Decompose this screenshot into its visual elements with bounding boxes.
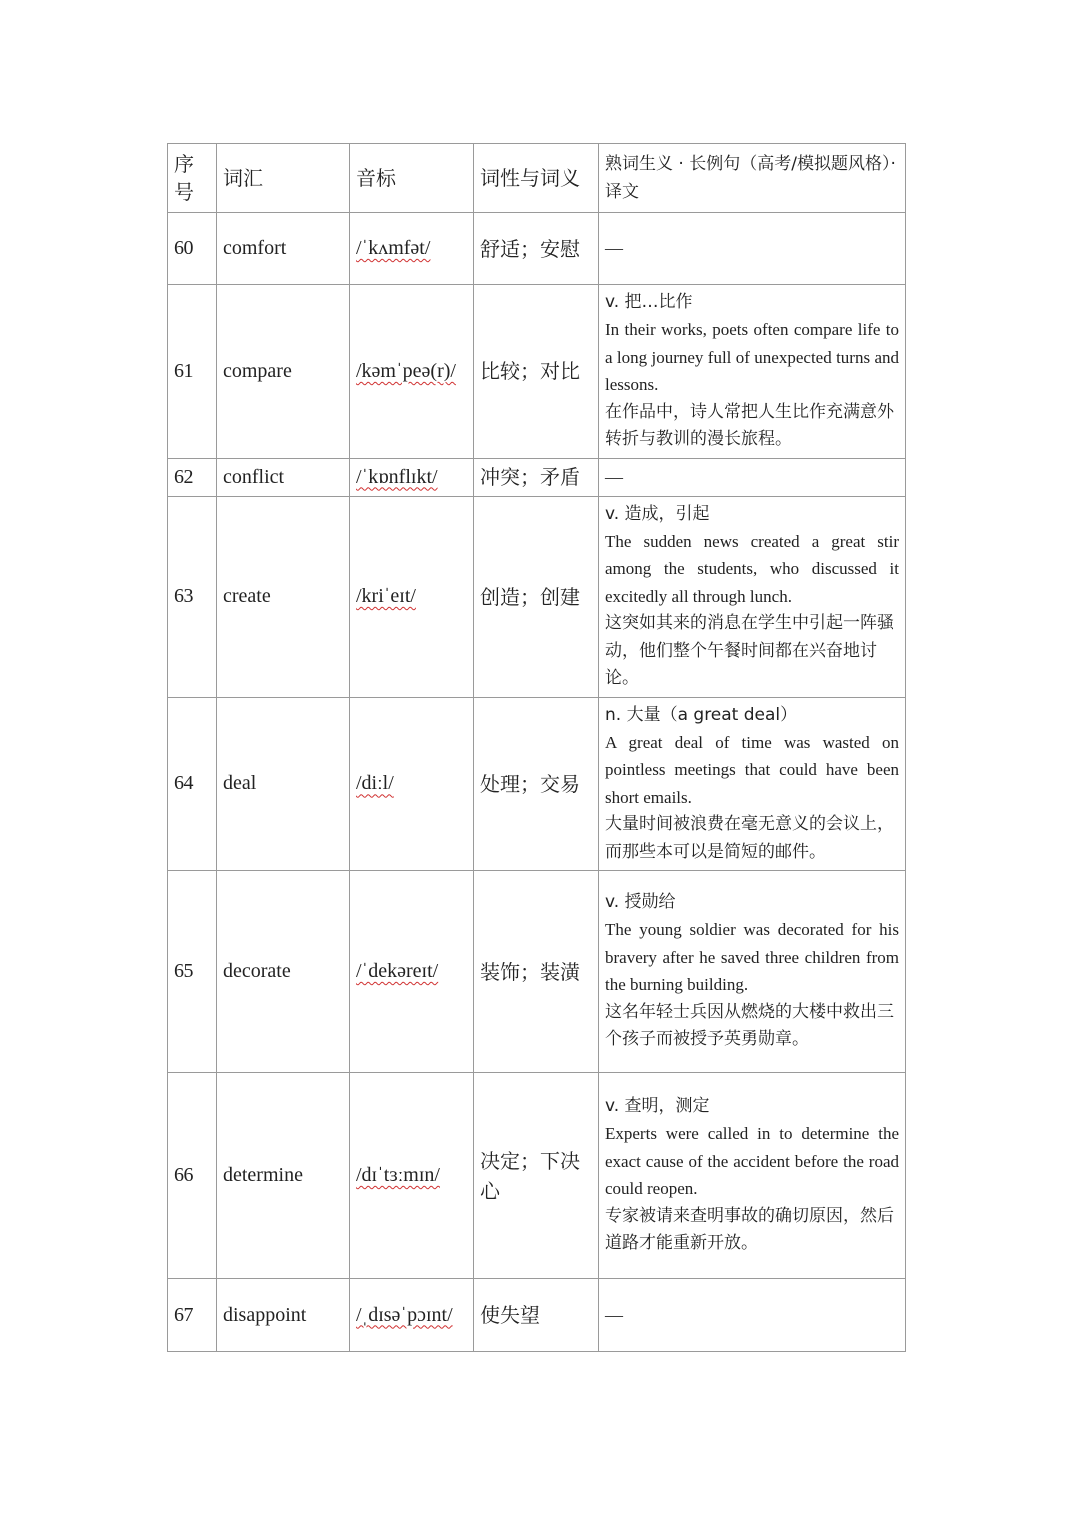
example-english: Experts were called in to determine the exact cause of the accident before the road could reopen.	[605, 1124, 899, 1199]
header-ipa: 音标	[350, 144, 474, 213]
row-meaning: 决定；下决心	[474, 1073, 599, 1279]
table-row	[168, 871, 906, 1073]
row-example	[599, 496, 906, 697]
row-example	[599, 1073, 906, 1279]
row-ipa	[350, 871, 474, 1073]
row-example	[599, 871, 906, 1073]
row-example	[599, 458, 906, 496]
example-sense: v. 授勋给	[605, 892, 676, 913]
row-example	[599, 697, 906, 871]
header-example: 熟词生义 · 长例句（高考/模拟题风格）· 译文	[599, 144, 906, 213]
row-word: compare	[217, 285, 350, 459]
row-number: 67	[168, 1279, 217, 1352]
table-row	[168, 285, 906, 459]
header-num: 序号	[168, 144, 217, 213]
row-meaning: 装饰；装潢	[474, 871, 599, 1073]
empty-dash: —	[605, 1304, 623, 1325]
row-ipa	[350, 213, 474, 285]
row-number: 66	[168, 1073, 217, 1279]
empty-dash: —	[605, 466, 623, 487]
example-english: A great deal of time was wasted on pointless meetings that could have been short emails.	[605, 732, 899, 807]
row-number: 61	[168, 285, 217, 459]
ipa-text: /ˈkɒnflɪkt/	[356, 465, 438, 488]
header-word: 词汇	[217, 144, 350, 213]
row-ipa	[350, 285, 474, 459]
row-meaning: 创造；创建	[474, 496, 599, 697]
vocabulary-table	[167, 143, 906, 1352]
row-word: determine	[217, 1073, 350, 1279]
row-ipa	[350, 1073, 474, 1279]
row-number: 63	[168, 496, 217, 697]
row-word: conflict	[217, 458, 350, 496]
row-example	[599, 1279, 906, 1352]
row-word: deal	[217, 697, 350, 871]
row-ipa	[350, 697, 474, 871]
table-row	[168, 496, 906, 697]
ipa-text: /diːl/	[356, 772, 394, 795]
row-word: decorate	[217, 871, 350, 1073]
row-number: 64	[168, 697, 217, 871]
table-row	[168, 697, 906, 871]
example-sense: n. 大量（a great deal）	[605, 704, 798, 725]
row-number: 60	[168, 213, 217, 285]
example-sense: v. 查明，测定	[605, 1096, 710, 1117]
table-row	[168, 1279, 906, 1352]
row-ipa	[350, 496, 474, 697]
ipa-text: /ˈdekəreɪt/	[356, 960, 439, 982]
row-meaning: 处理；交易	[474, 697, 599, 871]
example-english: The young soldier was decorated for his bravery after he saved three children from the burning building.	[605, 920, 899, 995]
row-meaning: 冲突；矛盾	[474, 458, 599, 496]
example-english: In their works, poets often compare life to a long journey full of unexpected turns and lessons.	[605, 320, 899, 394]
row-ipa	[350, 458, 474, 496]
example-sense: v. 把…比作	[605, 292, 693, 312]
row-example	[599, 285, 906, 459]
row-example	[599, 213, 906, 285]
row-number: 62	[168, 458, 217, 496]
table-row	[168, 458, 906, 496]
ipa-text: /ˈkʌmfət/	[356, 237, 431, 259]
example-chinese: 这突如其来的消息在学生中引起一阵骚动，他们整个午餐时间都在兴奋地讨论。	[605, 613, 894, 688]
row-meaning: 比较；对比	[474, 285, 599, 459]
example-chinese: 在作品中，诗人常把人生比作充满意外转折与教训的漫长旅程。	[605, 401, 894, 449]
ipa-text: /dɪˈtɜːmɪn/	[356, 1164, 440, 1186]
row-ipa	[350, 1279, 474, 1352]
table-row	[168, 1073, 906, 1279]
example-sense: v. 造成，引起	[605, 503, 710, 524]
ipa-text: /kriˈeɪt/	[356, 585, 416, 607]
empty-dash: —	[605, 238, 623, 258]
row-word: disappoint	[217, 1279, 350, 1352]
row-word: comfort	[217, 213, 350, 285]
row-number: 65	[168, 871, 217, 1073]
example-english: The sudden news created a great stir among the students, who discussed it excitedly all through lunch.	[605, 531, 899, 606]
example-chinese: 这名年轻士兵因从燃烧的大楼中救出三个孩子而被授予英勇勋章。	[605, 1001, 894, 1050]
row-meaning: 使失望	[474, 1279, 599, 1352]
header-meaning: 词性与词义	[474, 144, 599, 213]
example-chinese: 专家被请来查明事故的确切原因，然后道路才能重新开放。	[605, 1205, 894, 1254]
ipa-text: /ˌdɪsəˈpɔɪnt/	[356, 1303, 453, 1326]
row-meaning: 舒适；安慰	[474, 213, 599, 285]
ipa-text: /kəmˈpeə(r)/	[356, 359, 456, 382]
header-row	[168, 144, 906, 213]
row-word: create	[217, 496, 350, 697]
table-row	[168, 213, 906, 285]
example-chinese: 大量时间被浪费在毫无意义的会议上，而那些本可以是简短的邮件。	[605, 814, 894, 862]
